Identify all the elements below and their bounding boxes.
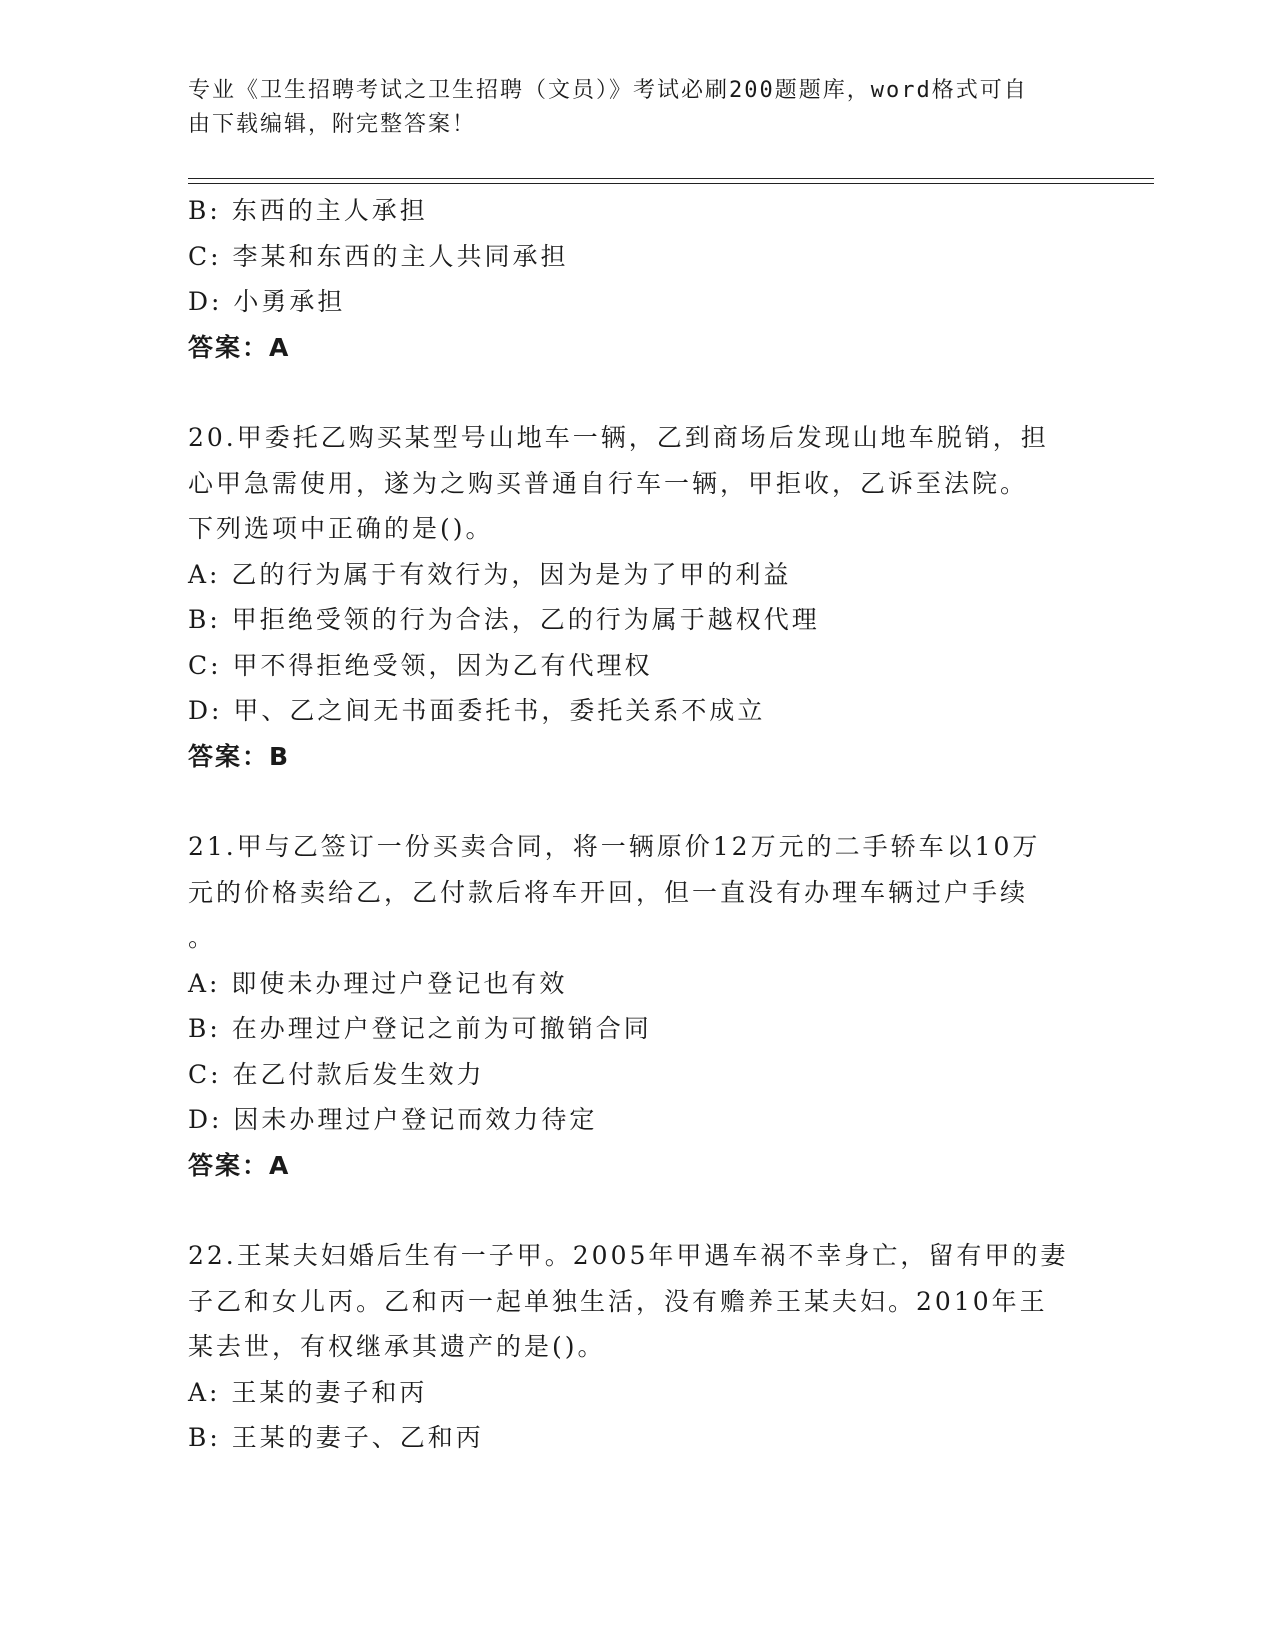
- question-text-line: 心甲急需使用，遂为之购买普通自行车一辆，甲拒收，乙诉至法院。: [188, 468, 1029, 498]
- question-text-line: 子乙和女儿丙。乙和丙一起单独生活，没有赡养王某夫妇。2010年王: [188, 1286, 1048, 1316]
- option-b: B: 甲拒绝受领的行为合法，乙的行为属于越权代理: [188, 605, 820, 634]
- option-d: D: 甲、乙之间无书面委托书，委托关系不成立: [188, 696, 766, 725]
- option-a: A: 王某的妻子和丙: [188, 1377, 428, 1407]
- question-text-line: 21.甲与乙签订一份买卖合同，将一辆原价12万元的二手轿车以10万: [188, 832, 1041, 861]
- question-text-line: 22.王某夫妇婚后生有一子甲。2005年甲遇车祸不幸身亡，留有甲的妻: [188, 1241, 1069, 1270]
- answer-line: 答案：A: [188, 1150, 291, 1180]
- answer-line: 答案：B: [188, 741, 291, 771]
- option-c: C: 李某和东西的主人共同承担: [188, 241, 569, 271]
- question-text-line: 下列选项中正确的是()。: [188, 514, 494, 543]
- question-text-line: 某去世，有权继承其遗产的是()。: [188, 1332, 606, 1361]
- option-b: B: 在办理过户登记之前为可撤销合同: [188, 1014, 652, 1043]
- answer-line: 答案：A: [188, 332, 291, 362]
- document-header: [188, 74, 1078, 142]
- option-b: B: 王某的妻子、乙和丙: [188, 1423, 484, 1452]
- question-text-line: 20.甲委托乙购买某型号山地车一辆，乙到商场后发现山地车脱销，担: [188, 423, 1049, 452]
- option-b: B: 东西的主人承担: [188, 196, 428, 225]
- option-d: D: 因未办理过户登记而效力待定: [188, 1105, 598, 1134]
- question-20: [188, 415, 1078, 779]
- option-a: A: 即使未办理过户登记也有效: [188, 968, 568, 998]
- question-22: [188, 1233, 1078, 1461]
- option-a: A: 乙的行为属于有效行为，因为是为了甲的利益: [188, 559, 792, 589]
- header-line-1: 专业《卫生招聘考试之卫生招聘（文员）》考试必刷200题题库，word格式可自: [188, 78, 1028, 103]
- question-text-line: 。: [188, 923, 217, 952]
- header-divider: [188, 178, 1154, 184]
- question-text-line: 元的价格卖给乙，乙付款后将车开回，但一直没有办理车辆过户手续: [188, 877, 1029, 907]
- header-line-2: 由下载编辑，附完整答案！: [188, 112, 477, 137]
- option-d: D: 小勇承担: [188, 287, 346, 316]
- question-21: [188, 824, 1078, 1188]
- previous-question-tail: [188, 188, 1078, 370]
- option-c: C: 甲不得拒绝受领，因为乙有代理权: [188, 650, 653, 680]
- option-c: C: 在乙付款后发生效力: [188, 1059, 485, 1089]
- document-body: [188, 188, 1078, 1461]
